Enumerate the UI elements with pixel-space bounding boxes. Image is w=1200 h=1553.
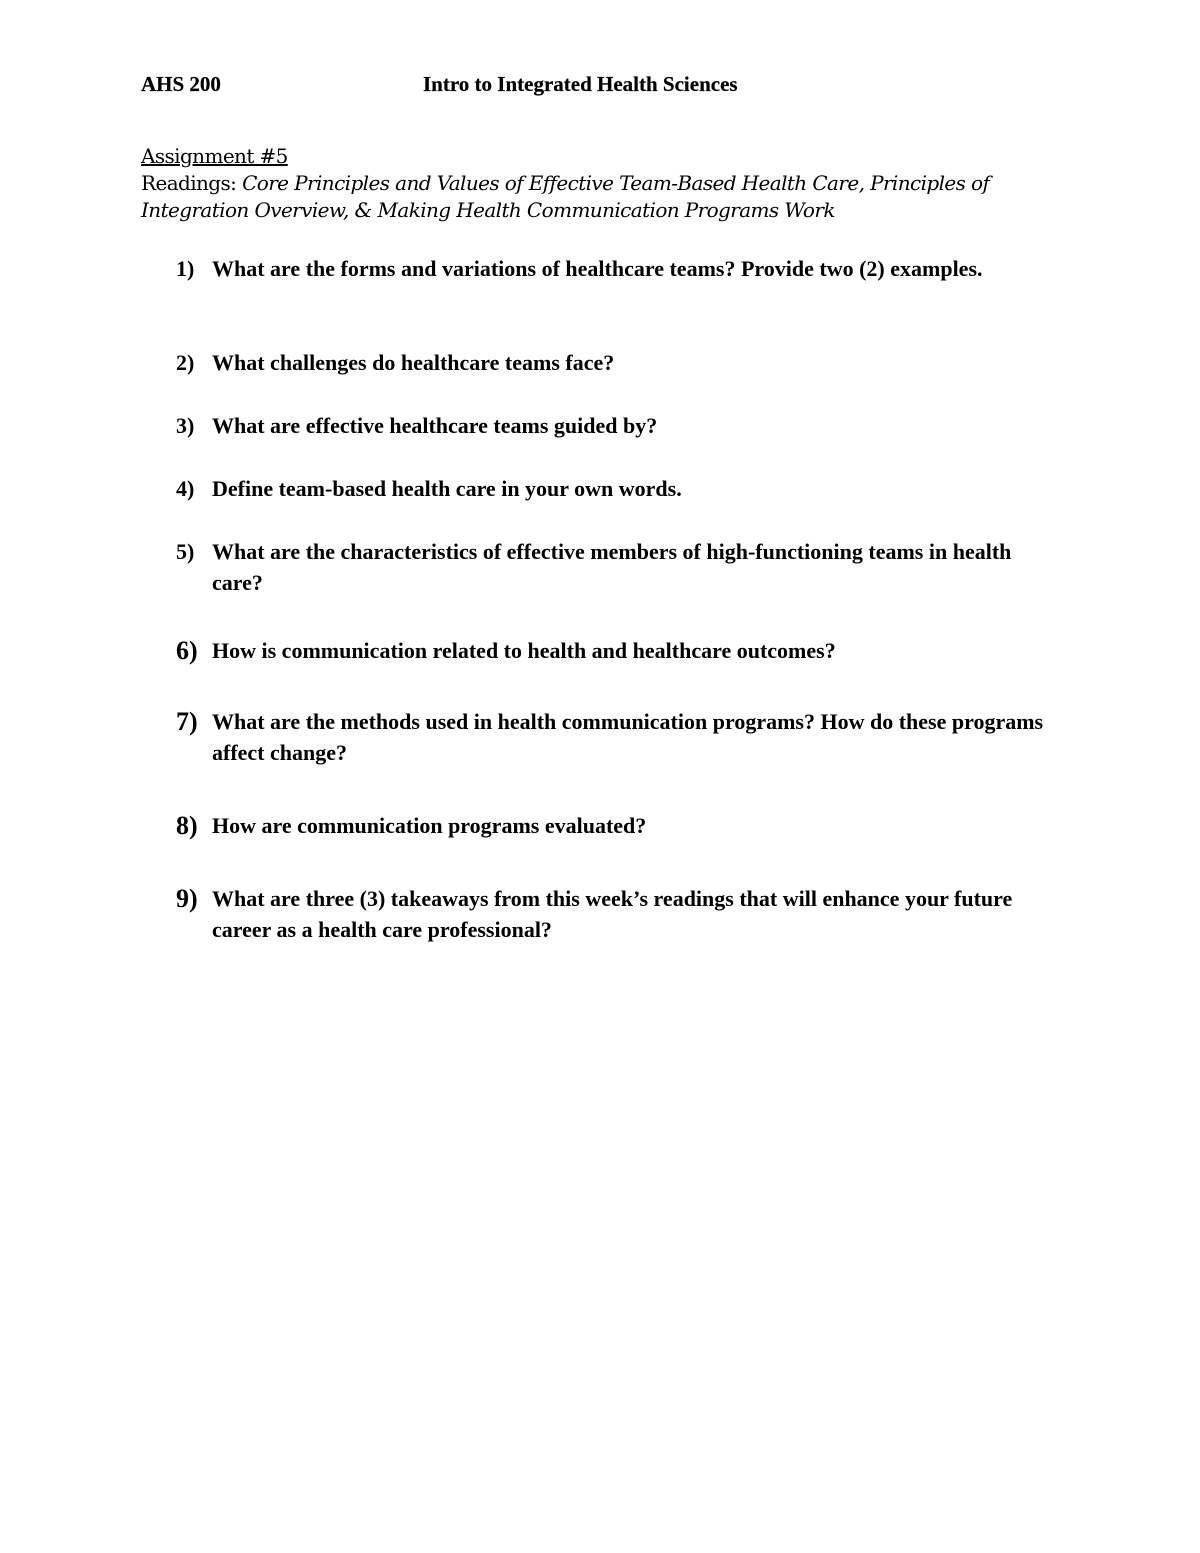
question-item bbox=[176, 635, 1056, 666]
question-item bbox=[176, 473, 1056, 504]
question-text: How is communication related to health and healthcare outcomes? bbox=[212, 638, 836, 663]
question-number: 4) bbox=[176, 476, 195, 501]
question-text: What are the characteristics of effective members of high-functioning teams in health care? bbox=[212, 539, 1012, 595]
question-item bbox=[176, 536, 1056, 598]
readings-label: Readings: bbox=[141, 171, 237, 195]
question-text: Define team-based health care in your own words. bbox=[212, 476, 682, 501]
readings-text: Core Principles and Values of Effective Team-Based Health Care, Principles of Integration Overview, & Making Health Communication Programs Work bbox=[141, 171, 990, 222]
question-number: 9) bbox=[176, 884, 198, 913]
question-item bbox=[176, 410, 1056, 441]
question-text: What are the methods used in health communication programs? How do these programs affect change? bbox=[212, 709, 1044, 765]
question-item bbox=[176, 347, 1056, 378]
question-number: 5) bbox=[176, 539, 195, 564]
assignment-title: Assignment #5 bbox=[141, 144, 288, 168]
question-number: 7) bbox=[176, 707, 198, 736]
question-text: How are communication programs evaluated? bbox=[212, 813, 647, 838]
question-item bbox=[176, 706, 1056, 768]
question-text: What are three (3) takeaways from this week’s readings that will enhance your future career as a health care professional? bbox=[212, 886, 1013, 942]
question-number: 6) bbox=[176, 636, 198, 665]
question-item bbox=[176, 883, 1056, 945]
question-item bbox=[176, 253, 1056, 284]
question-text: What are effective healthcare teams guided by? bbox=[212, 413, 658, 438]
question-text: What are the forms and variations of healthcare teams? Provide two (2) examples. bbox=[212, 256, 983, 281]
question-number: 1) bbox=[176, 256, 195, 281]
question-number: 8) bbox=[176, 811, 198, 840]
course-code: AHS 200 bbox=[141, 72, 221, 96]
question-text: What challenges do healthcare teams face? bbox=[212, 350, 615, 375]
question-number: 2) bbox=[176, 350, 195, 375]
question-item bbox=[176, 810, 1056, 841]
question-number: 3) bbox=[176, 413, 195, 438]
course-title: Intro to Integrated Health Sciences bbox=[423, 72, 738, 96]
